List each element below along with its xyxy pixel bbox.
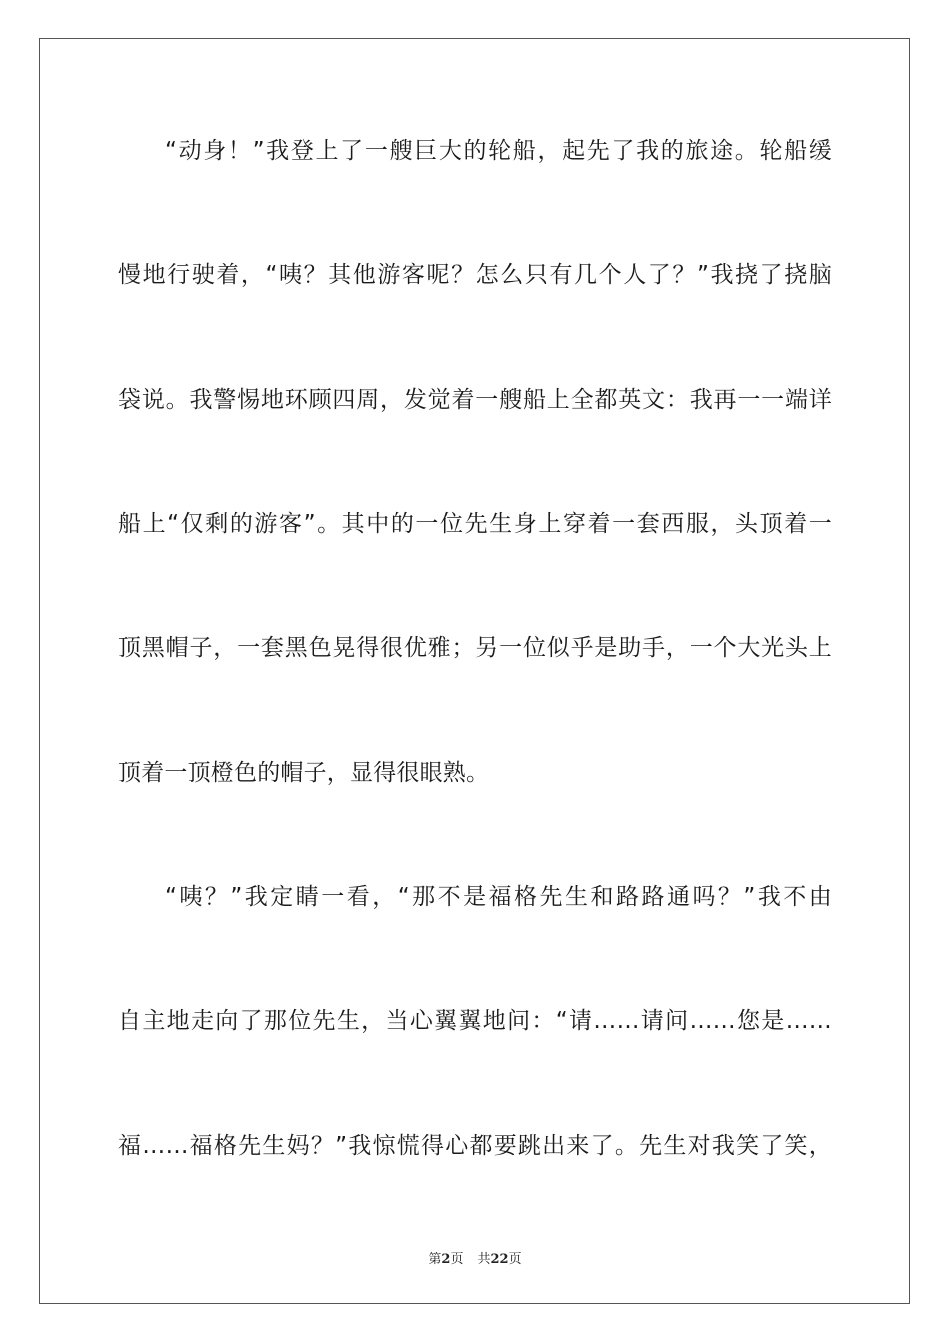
page-prefix: 第 <box>428 1252 442 1267</box>
paragraph-line: 顶黑帽子，一套黑色晃得很优雅；另一位似乎是助手，一个大光头上 <box>118 635 832 661</box>
paragraph-line: 船上“仅剩的游客”。其中的一位先生身上穿着一套西服，头顶着一 <box>118 511 832 537</box>
total-pages: 22 <box>490 1252 509 1267</box>
total-prefix: 共 <box>477 1252 491 1267</box>
paragraph-line: “动身！”我登上了一艘巨大的轮船，起先了我的旅途。轮船缓 <box>165 138 832 164</box>
paragraph-line: “咦？”我定睛一看，“那不是福格先生和路路通吗？”我不由 <box>165 884 832 910</box>
paragraph-line: 自主地走向了那位先生，当心翼翼地问：“请……请问……您是…… <box>118 1008 832 1034</box>
page-number: 2 <box>441 1252 451 1267</box>
page-suffix: 页 <box>450 1252 464 1267</box>
paragraph-line: 慢地行驶着，“咦？其他游客呢？怎么只有几个人了？”我挠了挠脑 <box>118 262 832 288</box>
paragraph-line: 顶着一顶橙色的帽子，显得很眼熟。 <box>118 760 490 786</box>
paragraph-line: 袋说。我警惕地环顾四周，发觉着一艘船上全都英文：我再一一端详 <box>118 387 832 413</box>
page-border <box>39 38 910 1304</box>
total-suffix: 页 <box>508 1252 522 1267</box>
page-footer <box>0 1248 950 1267</box>
paragraph-line: 福……福格先生妈？”我惊慌得心都要跳出来了。先生对我笑了笑， <box>118 1133 832 1159</box>
